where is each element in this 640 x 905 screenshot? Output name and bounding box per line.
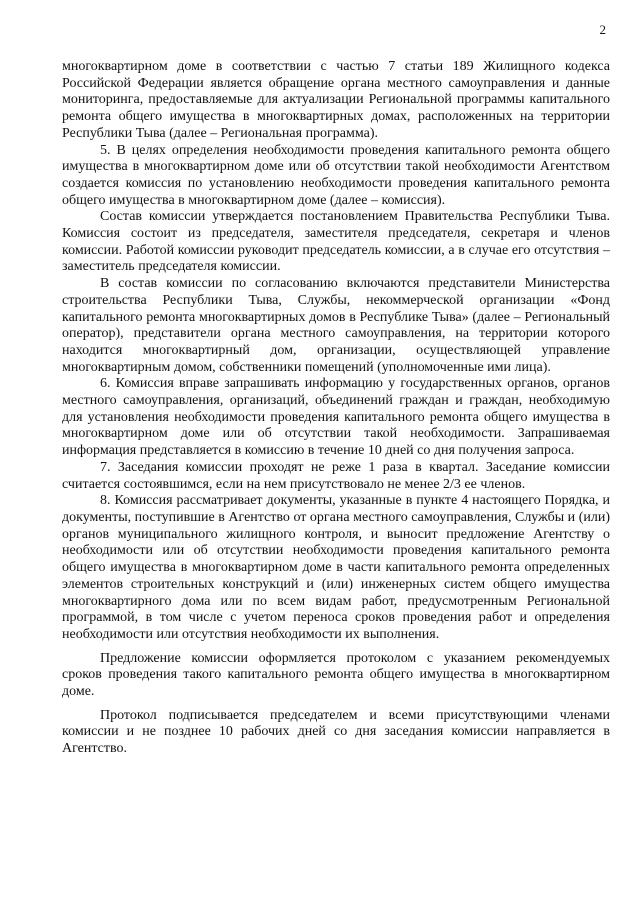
paragraph-commission-proposal: Предложение комиссии оформляется протоколом с указанием рекомендуемых сроков проведения такого капитального ремонта общего имущества в многоквартирном доме.: [62, 650, 610, 700]
paragraph-commission-composition: Состав комиссии утверждается постановлением Правительства Республики Тыва. Комиссия состоит из председателя, заместителя председателя, секретаря и членов комиссии. Работой комиссии руководит председатель комиссии, а в случае его отсутствия – заместитель председателя комиссии.: [62, 209, 610, 275]
paragraph-item-5-commission-creation: 5. В целях определения необходимости проведения капитального ремонта общего имущества в многоквартирном доме или об отсутствии такой необходимости Агентством создается комиссия по установлению необходимости проведения капитального ремонта общего имущества в многоквартирном доме (далее – комиссия).: [62, 142, 610, 208]
paragraph-item-8-review: 8. Комиссия рассматривает документы, указанные в пункте 4 настоящего Порядка, и документы, поступившие в Агентство от органа местного самоуправления, Службы и (или) органов муниципального жилищного контроля, и выносит предложение Агентству о необходимости или об отсутствии необходимости проведения капитального ремонта общего имущества в многоквартирном доме в части капитального ремонта определенных элементов строительных конструкций и (или) инженерных систем общего имущества многоквартирного дома или по всем видам работ, предусмотренным Региональной программой, в том числе с учетом переноса сроков проведения работ и определения необходимости или отсутствия необходимости их выполнения.: [62, 493, 610, 642]
page-number: 2: [599, 22, 606, 37]
paragraph-item-7-meetings: 7. Заседания комиссии проходят не реже 1 раза в квартал. Заседание комиссии считается состоявшимся, если на нем присутствовало не менее 2/3 ее членов.: [62, 459, 610, 492]
paragraph-protocol-signing: Протокол подписывается председателем и всеми присутствующими членами комиссии и не позднее 10 рабочих дней со дня заседания комиссии направляется в Агентство.: [62, 707, 610, 757]
document-body: [62, 59, 610, 758]
paragraph-commission-members: В состав комиссии по согласованию включаются представители Министерства строительства Республики Тыва, Службы, некоммерческой организации «Фонд капитального ремонта многоквартирных домов в Республике Тыва» (далее – Региональный оператор), представители органа местного самоуправления, на территории которого находится многоквартирный дом, организации, осуществляющей управление многоквартирным домом, собственники помещений (уполномоченные ими лица).: [62, 276, 610, 375]
paragraph-continuation-regional-program: многоквартирном доме в соответствии с частью 7 статьи 189 Жилищного кодекса Российской Федерации является обращение органа местного самоуправления и данные мониторинга, предоставляемые для актуализации Региональной программы капитального ремонта общего имущества в многоквартирных домах, расположенных на территории Республики Тыва (далее – Региональная программа).: [62, 59, 610, 141]
paragraph-item-6-information-requests: 6. Комиссия вправе запрашивать информацию у государственных органов, органов местного самоуправления, организаций, объединений граждан и граждан, необходимую для установления необходимости проведения капитального ремонта общего имущества в многоквартирном доме или об отсутствии такой необходимости. Запрашиваемая информация представляется в комиссию в течение 10 дней со дня получения запроса.: [62, 376, 610, 459]
